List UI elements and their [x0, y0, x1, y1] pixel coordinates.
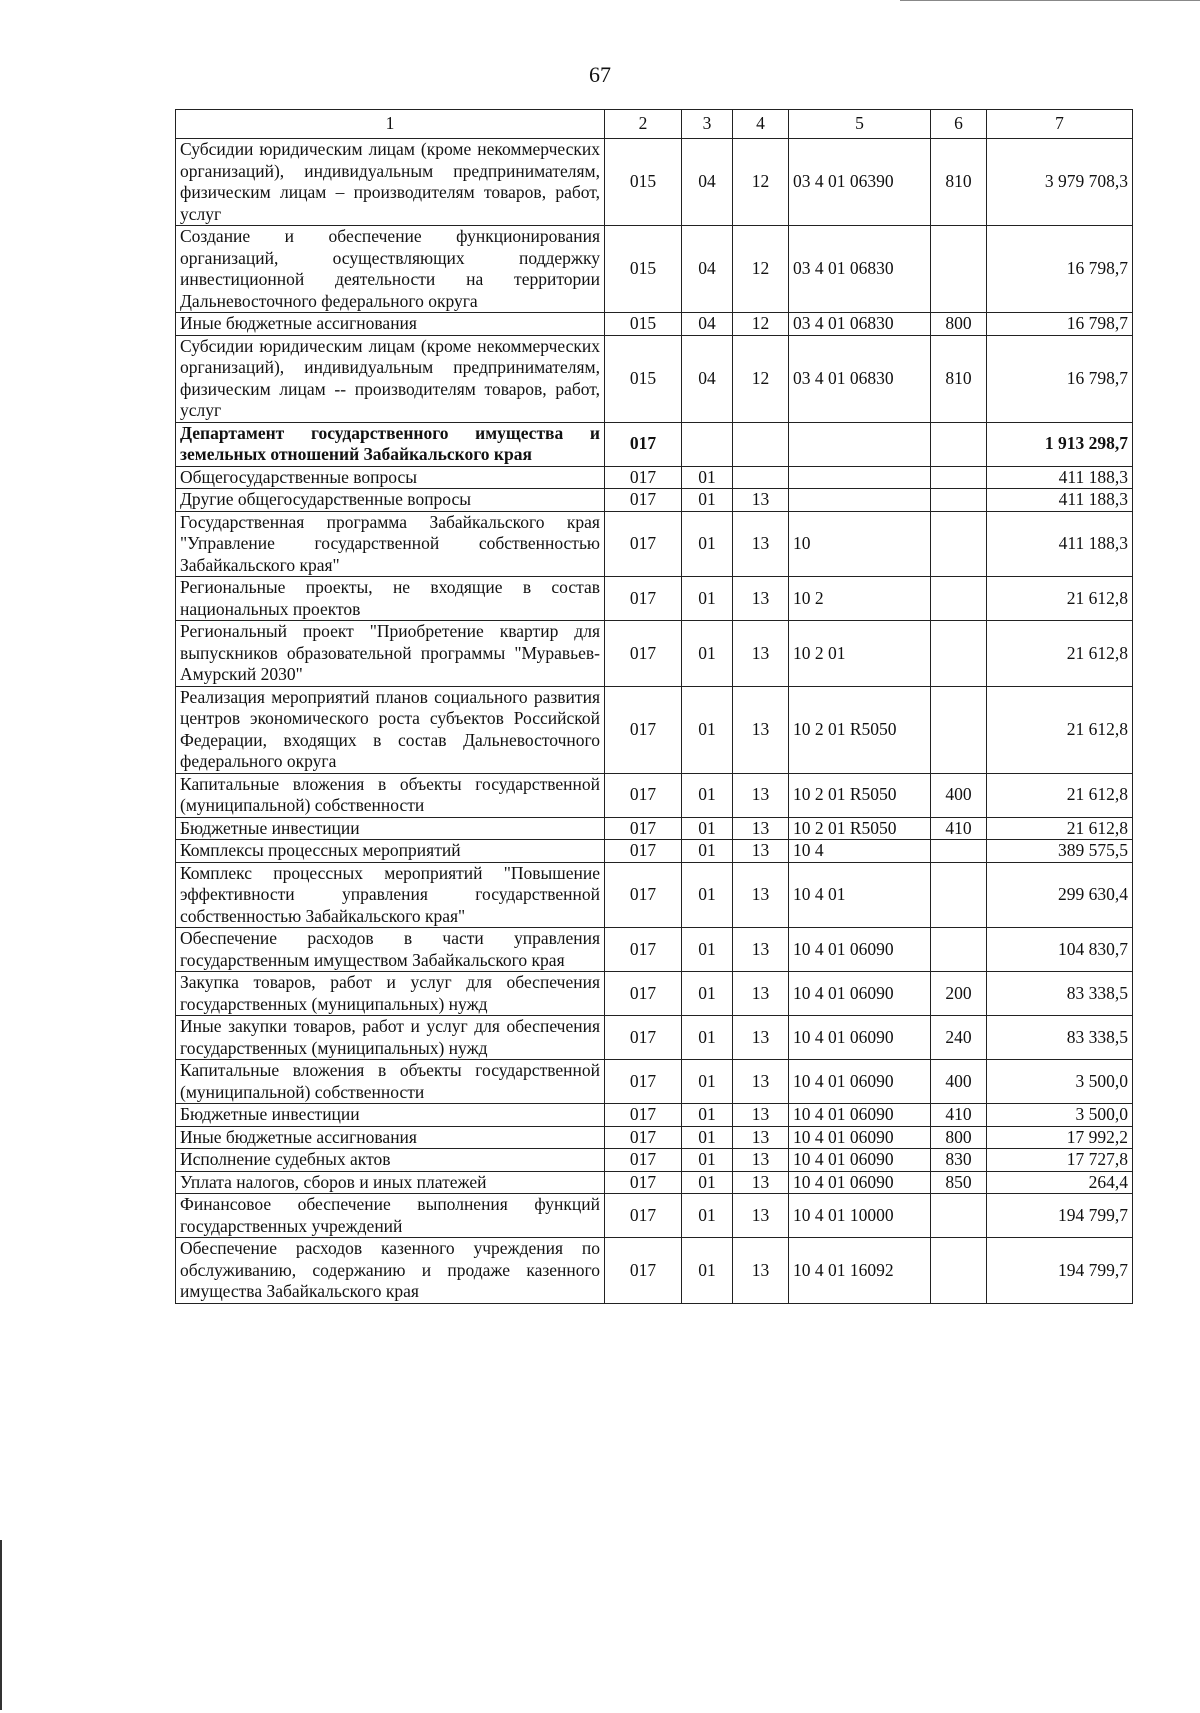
row-subsection-cell: 12 [733, 335, 789, 422]
row-amount-cell: 16 798,7 [987, 226, 1133, 313]
row-amount-cell: 21 612,8 [987, 577, 1133, 621]
row-subsection-cell: 13 [733, 1060, 789, 1104]
row-name-cell: Закупка товаров, работ и услуг для обеспечения государственных (муниципальных) нужд [176, 972, 605, 1016]
row-subsection-cell: 13 [733, 1104, 789, 1127]
row-admin-cell: 017 [605, 1238, 682, 1304]
row-admin-cell: 017 [605, 972, 682, 1016]
row-type-cell: 400 [931, 773, 987, 817]
row-admin-cell: 017 [605, 1149, 682, 1172]
budget-table [175, 109, 1133, 1304]
row-type-cell [931, 862, 987, 928]
row-name-cell: Региональные проекты, не входящие в состав национальных проектов [176, 577, 605, 621]
row-section-cell [682, 422, 733, 466]
row-section-cell: 01 [682, 466, 733, 489]
row-subsection-cell: 13 [733, 972, 789, 1016]
row-type-cell: 800 [931, 313, 987, 336]
row-article-cell: 03 4 01 06830 [789, 313, 931, 336]
row-section-cell: 01 [682, 1149, 733, 1172]
row-admin-cell: 017 [605, 621, 682, 687]
table-row [176, 621, 1133, 687]
row-name-cell: Уплата налогов, сборов и иных платежей [176, 1171, 605, 1194]
header-row [176, 110, 1133, 139]
row-section-cell: 01 [682, 972, 733, 1016]
row-name-cell: Капитальные вложения в объекты государственной (муниципальной) собственности [176, 1060, 605, 1104]
row-amount-cell: 389 575,5 [987, 840, 1133, 863]
row-name-cell: Реализация мероприятий планов социального развития центров экономического роста субъектов Российской Федерации, входящих в состав Дальневосточного федерального округа [176, 686, 605, 773]
row-section-cell: 01 [682, 817, 733, 840]
row-name-cell: Иные бюджетные ассигнования [176, 313, 605, 336]
row-article-cell: 03 4 01 06830 [789, 226, 931, 313]
table-row [176, 1149, 1133, 1172]
table-row [176, 1238, 1133, 1304]
row-type-cell [931, 928, 987, 972]
row-type-cell: 240 [931, 1016, 987, 1060]
table-row [176, 972, 1133, 1016]
row-name-cell: Комплекс процессных мероприятий "Повышение эффективности управления государственной собственностью Забайкальского края" [176, 862, 605, 928]
row-amount-cell: 194 799,7 [987, 1194, 1133, 1238]
table-row [176, 466, 1133, 489]
row-subsection-cell: 13 [733, 1194, 789, 1238]
row-type-cell [931, 422, 987, 466]
table-row [176, 577, 1133, 621]
row-admin-cell: 017 [605, 1171, 682, 1194]
row-subsection-cell: 13 [733, 621, 789, 687]
row-amount-cell: 21 612,8 [987, 686, 1133, 773]
row-name-cell: Создание и обеспечение функционирования организаций, осуществляющих поддержку инвестиционной деятельности на территории Дальневосточного федерального округа [176, 226, 605, 313]
row-admin-cell: 017 [605, 1194, 682, 1238]
row-admin-cell: 017 [605, 1104, 682, 1127]
row-name-cell: Исполнение судебных актов [176, 1149, 605, 1172]
row-type-cell: 200 [931, 972, 987, 1016]
row-type-cell: 810 [931, 335, 987, 422]
row-section-cell: 01 [682, 1126, 733, 1149]
row-admin-cell: 015 [605, 226, 682, 313]
row-type-cell: 810 [931, 139, 987, 226]
header-cell-5: 5 [789, 110, 931, 139]
row-article-cell [789, 422, 931, 466]
row-admin-cell: 015 [605, 335, 682, 422]
row-article-cell: 10 4 01 06090 [789, 1060, 931, 1104]
row-subsection-cell: 13 [733, 1016, 789, 1060]
row-amount-cell: 17 992,2 [987, 1126, 1133, 1149]
row-admin-cell: 017 [605, 422, 682, 466]
row-section-cell: 01 [682, 686, 733, 773]
row-section-cell: 01 [682, 1171, 733, 1194]
row-name-cell: Обеспечение расходов в части управления государственным имуществом Забайкальского края [176, 928, 605, 972]
row-subsection-cell [733, 422, 789, 466]
table-row [176, 862, 1133, 928]
table-row [176, 1060, 1133, 1104]
row-section-cell: 01 [682, 577, 733, 621]
table-row [176, 686, 1133, 773]
row-amount-cell: 16 798,7 [987, 313, 1133, 336]
table-row [176, 226, 1133, 313]
row-name-cell: Региональный проект "Приобретение квартир для выпускников образовательной программы "Муравьев-Амурский 2030" [176, 621, 605, 687]
row-subsection-cell: 13 [733, 511, 789, 577]
row-admin-cell: 017 [605, 466, 682, 489]
row-name-cell: Финансовое обеспечение выполнения функций государственных учреждений [176, 1194, 605, 1238]
table-row [176, 1126, 1133, 1149]
row-admin-cell: 017 [605, 817, 682, 840]
scan-edge-mark [0, 1540, 2, 1710]
row-name-cell: Другие общегосударственные вопросы [176, 489, 605, 512]
row-type-cell [931, 466, 987, 489]
table-row [176, 840, 1133, 863]
row-name-cell: Комплексы процессных мероприятий [176, 840, 605, 863]
row-section-cell: 01 [682, 773, 733, 817]
row-section-cell: 01 [682, 511, 733, 577]
row-amount-cell: 17 727,8 [987, 1149, 1133, 1172]
table-row [176, 335, 1133, 422]
row-subsection-cell: 13 [733, 1149, 789, 1172]
row-article-cell: 10 4 01 06090 [789, 1016, 931, 1060]
table-row [176, 1016, 1133, 1060]
row-section-cell: 01 [682, 1104, 733, 1127]
row-article-cell: 10 4 [789, 840, 931, 863]
row-subsection-cell: 13 [733, 489, 789, 512]
row-subsection-cell: 12 [733, 226, 789, 313]
row-admin-cell: 017 [605, 928, 682, 972]
row-amount-cell: 21 612,8 [987, 621, 1133, 687]
row-article-cell: 10 4 01 10000 [789, 1194, 931, 1238]
table-row [176, 1171, 1133, 1194]
row-article-cell: 03 4 01 06830 [789, 335, 931, 422]
row-section-cell: 04 [682, 226, 733, 313]
row-type-cell: 410 [931, 1104, 987, 1127]
row-amount-cell: 411 188,3 [987, 511, 1133, 577]
row-amount-cell: 21 612,8 [987, 817, 1133, 840]
row-article-cell: 10 2 01 [789, 621, 931, 687]
row-article-cell: 10 4 01 06090 [789, 1104, 931, 1127]
row-type-cell: 400 [931, 1060, 987, 1104]
row-subsection-cell: 12 [733, 313, 789, 336]
table-row [176, 489, 1133, 512]
row-article-cell [789, 489, 931, 512]
row-amount-cell: 104 830,7 [987, 928, 1133, 972]
row-admin-cell: 017 [605, 862, 682, 928]
row-admin-cell: 017 [605, 1016, 682, 1060]
row-article-cell: 10 [789, 511, 931, 577]
header-cell-2: 2 [605, 110, 682, 139]
row-type-cell [931, 489, 987, 512]
row-amount-cell: 83 338,5 [987, 972, 1133, 1016]
row-name-cell: Капитальные вложения в объекты государственной (муниципальной) собственности [176, 773, 605, 817]
row-name-cell: Бюджетные инвестиции [176, 1104, 605, 1127]
row-subsection-cell: 13 [733, 840, 789, 863]
row-type-cell [931, 1194, 987, 1238]
row-type-cell: 800 [931, 1126, 987, 1149]
page-number: 67 [589, 62, 611, 87]
row-section-cell: 01 [682, 1060, 733, 1104]
row-admin-cell: 017 [605, 773, 682, 817]
row-section-cell: 04 [682, 335, 733, 422]
row-subsection-cell: 13 [733, 862, 789, 928]
table-row [176, 817, 1133, 840]
table-body [176, 139, 1133, 1304]
row-name-cell: Департамент государственного имущества и земельных отношений Забайкальского края [176, 422, 605, 466]
row-subsection-cell: 13 [733, 1171, 789, 1194]
row-article-cell: 10 2 01 R5050 [789, 817, 931, 840]
row-section-cell: 01 [682, 928, 733, 972]
row-admin-cell: 017 [605, 840, 682, 863]
row-admin-cell: 017 [605, 577, 682, 621]
row-name-cell: Общегосударственные вопросы [176, 466, 605, 489]
row-amount-cell: 3 500,0 [987, 1060, 1133, 1104]
row-name-cell: Иные бюджетные ассигнования [176, 1126, 605, 1149]
row-section-cell: 04 [682, 313, 733, 336]
row-section-cell: 01 [682, 1194, 733, 1238]
table-row [176, 422, 1133, 466]
row-type-cell: 410 [931, 817, 987, 840]
row-type-cell [931, 577, 987, 621]
row-name-cell: Государственная программа Забайкальского края "Управление государственной собственностью Забайкальского края" [176, 511, 605, 577]
row-article-cell: 10 4 01 06090 [789, 1126, 931, 1149]
row-section-cell: 01 [682, 621, 733, 687]
table-row [176, 928, 1133, 972]
row-subsection-cell: 13 [733, 928, 789, 972]
row-admin-cell: 015 [605, 139, 682, 226]
row-subsection-cell: 13 [733, 686, 789, 773]
table-row [176, 1104, 1133, 1127]
row-type-cell: 850 [931, 1171, 987, 1194]
header-cell-3: 3 [682, 110, 733, 139]
row-type-cell [931, 226, 987, 313]
row-name-cell: Субсидии юридическим лицам (кроме некоммерческих организаций), индивидуальным предпринимателям, физическим лицам – производителям товаров, работ, услуг [176, 139, 605, 226]
row-type-cell [931, 511, 987, 577]
row-name-cell: Бюджетные инвестиции [176, 817, 605, 840]
row-amount-cell: 16 798,7 [987, 335, 1133, 422]
row-admin-cell: 017 [605, 686, 682, 773]
header-cell-4: 4 [733, 110, 789, 139]
row-article-cell: 10 4 01 [789, 862, 931, 928]
row-section-cell: 01 [682, 862, 733, 928]
scan-edge-mark [900, 0, 1200, 1]
row-subsection-cell: 13 [733, 1238, 789, 1304]
row-amount-cell: 21 612,8 [987, 773, 1133, 817]
row-article-cell: 03 4 01 06390 [789, 139, 931, 226]
row-admin-cell: 017 [605, 1060, 682, 1104]
row-name-cell: Субсидии юридическим лицам (кроме некоммерческих организаций), индивидуальным предпринимателям, физическим лицам -- производителям товаров, работ, услуг [176, 335, 605, 422]
table-row [176, 139, 1133, 226]
row-section-cell: 01 [682, 1016, 733, 1060]
row-article-cell: 10 2 01 R5050 [789, 686, 931, 773]
table-row [176, 773, 1133, 817]
table-row [176, 313, 1133, 336]
header-cell-1: 1 [176, 110, 605, 139]
row-type-cell [931, 840, 987, 863]
row-admin-cell: 017 [605, 489, 682, 512]
row-type-cell [931, 686, 987, 773]
row-amount-cell: 83 338,5 [987, 1016, 1133, 1060]
row-admin-cell: 015 [605, 313, 682, 336]
row-name-cell: Обеспечение расходов казенного учреждения по обслуживанию, содержанию и продаже казенного имущества Забайкальского края [176, 1238, 605, 1304]
row-section-cell: 01 [682, 489, 733, 512]
row-section-cell: 01 [682, 1238, 733, 1304]
row-admin-cell: 017 [605, 511, 682, 577]
row-type-cell [931, 1238, 987, 1304]
row-section-cell: 01 [682, 840, 733, 863]
row-subsection-cell [733, 466, 789, 489]
table-row [176, 511, 1133, 577]
table-row [176, 1194, 1133, 1238]
row-article-cell: 10 4 01 06090 [789, 1171, 931, 1194]
row-amount-cell: 299 630,4 [987, 862, 1133, 928]
row-article-cell: 10 4 01 06090 [789, 928, 931, 972]
row-amount-cell: 264,4 [987, 1171, 1133, 1194]
row-subsection-cell: 13 [733, 577, 789, 621]
row-amount-cell: 3 979 708,3 [987, 139, 1133, 226]
row-article-cell [789, 466, 931, 489]
header-cell-7: 7 [987, 110, 1133, 139]
row-amount-cell: 3 500,0 [987, 1104, 1133, 1127]
row-section-cell: 04 [682, 139, 733, 226]
row-article-cell: 10 2 [789, 577, 931, 621]
row-subsection-cell: 12 [733, 139, 789, 226]
row-amount-cell: 411 188,3 [987, 466, 1133, 489]
row-amount-cell: 194 799,7 [987, 1238, 1133, 1304]
row-type-cell: 830 [931, 1149, 987, 1172]
row-admin-cell: 017 [605, 1126, 682, 1149]
row-article-cell: 10 4 01 16092 [789, 1238, 931, 1304]
row-type-cell [931, 621, 987, 687]
row-article-cell: 10 4 01 06090 [789, 972, 931, 1016]
row-name-cell: Иные закупки товаров, работ и услуг для обеспечения государственных (муниципальных) нужд [176, 1016, 605, 1060]
header-cell-6: 6 [931, 110, 987, 139]
row-subsection-cell: 13 [733, 1126, 789, 1149]
row-article-cell: 10 4 01 06090 [789, 1149, 931, 1172]
row-amount-cell: 411 188,3 [987, 489, 1133, 512]
row-article-cell: 10 2 01 R5050 [789, 773, 931, 817]
row-subsection-cell: 13 [733, 773, 789, 817]
row-subsection-cell: 13 [733, 817, 789, 840]
row-amount-cell: 1 913 298,7 [987, 422, 1133, 466]
